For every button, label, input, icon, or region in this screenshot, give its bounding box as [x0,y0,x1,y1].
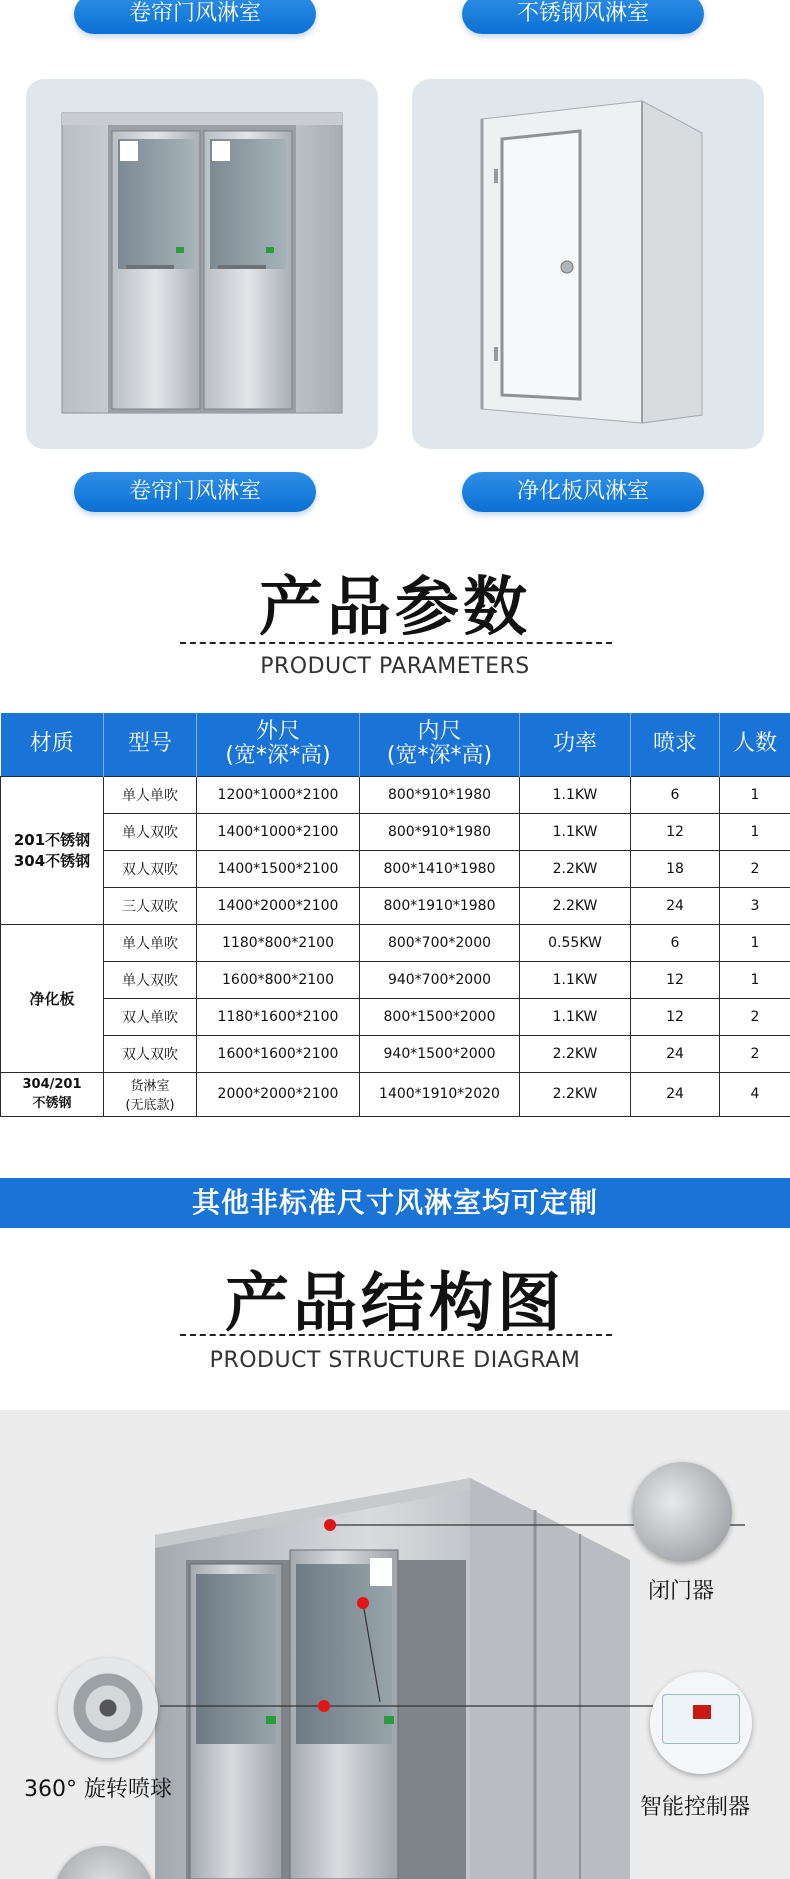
value-cell: 1180*1600*2100 [197,998,360,1035]
value-cell: 24 [631,1035,720,1072]
value-cell: 1.1KW [520,961,631,998]
value-cell: 1400*1000*2100 [197,813,360,850]
value-cell: 3 [720,887,790,924]
table-row [1,1072,790,1116]
value-cell: 940*1500*2000 [360,1035,520,1072]
material-cell: 304/201 不锈钢 [1,1072,104,1116]
product-label-rolling-door-top: 卷帘门风淋室 [74,0,316,34]
params-divider [180,642,612,644]
custom-size-banner: 其他非标准尺寸风淋室均可定制 [0,1178,790,1228]
table-row [1,924,790,961]
structure-diagram [0,1410,790,1879]
table-row [1,887,790,924]
table-body [1,776,790,1116]
product-label-clean-panel: 净化板风淋室 [462,472,704,512]
model-cell: 双人双吹 [104,1035,197,1072]
value-cell: 2.2KW [520,887,631,924]
value-cell: 2.2KW [520,1072,631,1116]
clean-panel-shower-image [412,79,764,449]
model-cell: 单人单吹 [104,924,197,961]
door-closer-label: 闭门器 [648,1579,715,1604]
value-cell: 6 [631,776,720,813]
value-cell: 2 [720,1035,790,1072]
model-cell: 双人单吹 [104,998,197,1035]
value-cell: 800*910*1980 [360,813,520,850]
value-cell: 12 [631,813,720,850]
table-header-cell: 人数 [720,713,790,776]
value-cell: 2000*2000*2100 [197,1072,360,1116]
door-closer-thumbnail [632,1462,732,1562]
value-cell: 1600*800*2100 [197,961,360,998]
value-cell: 1 [720,924,790,961]
value-cell: 800*910*1980 [360,776,520,813]
value-cell: 800*1410*1980 [360,850,520,887]
value-cell: 1.1KW [520,776,631,813]
table-header-cell: 材质 [1,713,104,776]
product-card-clean-panel [412,79,764,449]
value-cell: 2.2KW [520,850,631,887]
controller-display [693,1705,711,1719]
material-cell: 201不锈钢 304不锈钢 [1,776,104,924]
value-cell: 12 [631,961,720,998]
value-cell: 800*1910*1980 [360,887,520,924]
value-cell: 18 [631,850,720,887]
value-cell: 800*700*2000 [360,924,520,961]
value-cell: 12 [631,998,720,1035]
value-cell: 2 [720,998,790,1035]
value-cell: 1400*1500*2100 [197,850,360,887]
value-cell: 1 [720,813,790,850]
value-cell: 2 [720,850,790,887]
product-label-rolling-door: 卷帘门风淋室 [74,472,316,512]
params-title: 产品参数 [259,570,531,645]
table-row [1,776,790,813]
structure-title: 产品结构图 [225,1266,565,1341]
table-row [1,850,790,887]
table-header-cell: 内尺 (宽*深*高) [360,713,520,776]
params-subtitle: PRODUCT PARAMETERS [260,654,530,679]
value-cell: 1.1KW [520,998,631,1035]
value-cell: 4 [720,1072,790,1116]
controller-panel [662,1694,740,1744]
value-cell: 1 [720,776,790,813]
table-header-cell: 喷求 [631,713,720,776]
value-cell: 800*1500*2000 [360,998,520,1035]
product-card-rolling-door [26,79,378,449]
value-cell: 1400*2000*2100 [197,887,360,924]
value-cell: 1 [720,961,790,998]
value-cell: 1.1KW [520,813,631,850]
value-cell: 1180*800*2100 [197,924,360,961]
table-row [1,1035,790,1072]
model-cell: 双人双吹 [104,850,197,887]
model-cell: 单人双吹 [104,961,197,998]
controller-label: 智能控制器 [640,1795,751,1820]
product-label-stainless-top: 不锈钢风淋室 [462,0,704,34]
value-cell: 1400*1910*2020 [360,1072,520,1116]
value-cell: 1600*1600*2100 [197,1035,360,1072]
value-cell: 940*700*2000 [360,961,520,998]
nozzle-label: 360° 旋转喷球 [24,1777,172,1802]
structure-divider [180,1334,612,1336]
table-header-cell: 外尺 (宽*深*高) [197,713,360,776]
value-cell: 0.55KW [520,924,631,961]
material-cell: 净化板 [1,924,104,1072]
table-row [1,813,790,850]
model-cell: 三人双吹 [104,887,197,924]
structure-subtitle: PRODUCT STRUCTURE DIAGRAM [209,1348,581,1373]
model-cell: 单人单吹 [104,776,197,813]
table-header-cell: 功率 [520,713,631,776]
nozzle-thumbnail [58,1658,158,1758]
rolling-door-shower-image [26,79,378,449]
value-cell: 24 [631,887,720,924]
value-cell: 24 [631,1072,720,1116]
value-cell: 1200*1000*2100 [197,776,360,813]
table-header-cell: 型号 [104,713,197,776]
table-header-row [1,713,790,776]
params-table [0,713,790,1117]
table-row [1,998,790,1035]
controller-thumbnail [650,1672,752,1774]
table-row [1,961,790,998]
model-cell: 货淋室 (无底款) [104,1072,197,1116]
model-cell: 单人双吹 [104,813,197,850]
value-cell: 6 [631,924,720,961]
value-cell: 2.2KW [520,1035,631,1072]
